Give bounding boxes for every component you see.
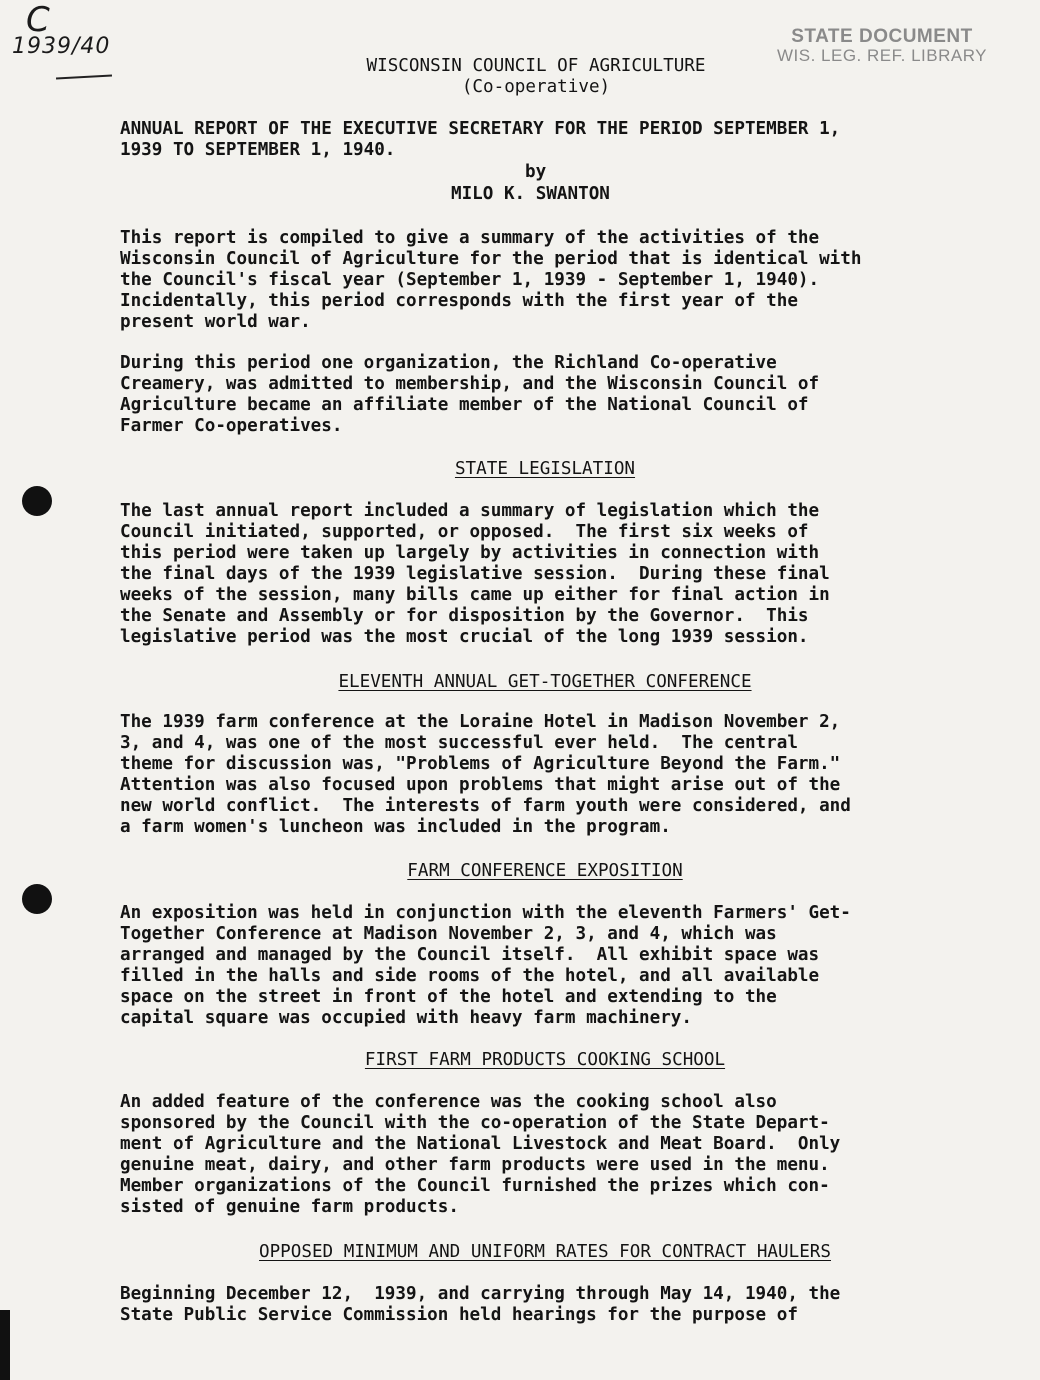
text-line: Attention was also focused upon problems that might arise out of the <box>120 775 841 795</box>
text-line: present world war. <box>120 312 311 332</box>
text-line: Wisconsin Council of Agriculture for the period that is identical with <box>120 249 862 269</box>
document-title: WISCONSIN COUNCIL OF AGRICULTURE <box>366 56 706 76</box>
stamp-line-2: WIS. LEG. REF. LIBRARY <box>776 46 988 65</box>
section-body-contract-haulers <box>120 1284 840 1326</box>
text-line: filled in the halls and side rooms of the hotel, and all available <box>120 966 820 986</box>
text-line: legislative period was the most crucial of the long 1939 session. <box>120 627 809 647</box>
text-line: sponsored by the Council with the co-operation of the State Depart- <box>120 1113 830 1133</box>
handwritten-call-letter: C <box>26 0 50 40</box>
handwritten-call-number: 1939/40 <box>12 34 111 59</box>
section-heading-state-legislation: STATE LEGISLATION <box>454 459 636 479</box>
section-body-cooking-school <box>120 1092 840 1218</box>
intro-paragraph-1 <box>120 228 861 333</box>
text-line: Creamery, was admitted to membership, and the Wisconsin Council of <box>120 374 820 394</box>
text-line: arranged and managed by the Council itself. All exhibit space was <box>120 945 820 965</box>
text-line: the Senate and Assembly or for disposition by the Governor. This <box>120 606 809 626</box>
section-body-farm-conference-exposition <box>120 903 851 1029</box>
text-line: An exposition was held in conjunction with the eleventh Farmers' Get- <box>120 903 851 923</box>
text-line: Agriculture became an affiliate member of the National Council of <box>120 395 809 415</box>
handwritten-mark <box>56 75 112 80</box>
text-line: the final days of the 1939 legislative session. During these final <box>120 564 830 584</box>
text-line: new world conflict. The interests of farm youth were considered, and <box>120 796 851 816</box>
text-line: Beginning December 12, 1939, and carrying through May 14, 1940, the <box>120 1284 841 1304</box>
punch-hole-top <box>22 486 52 516</box>
text-line: this period were taken up largely by activities in connection with <box>120 543 820 563</box>
text-line: The 1939 farm conference at the Loraine Hotel in Madison November 2, <box>120 712 841 732</box>
section-heading-get-together-conference: ELEVENTH ANNUAL GET-TOGETHER CONFERENCE <box>338 672 752 692</box>
text-line: Incidentally, this period corresponds with the first year of the <box>120 291 798 311</box>
report-title-line-2: 1939 TO SEPTEMBER 1, 1940. <box>120 140 396 160</box>
intro-paragraph-2 <box>120 353 819 437</box>
text-line: theme for discussion was, "Problems of Agriculture Beyond the Farm." <box>120 754 841 774</box>
text-line: Member organizations of the Council furnished the prizes which con- <box>120 1176 830 1196</box>
text-line: An added feature of the conference was the cooking school also <box>120 1092 777 1112</box>
text-line: weeks of the session, many bills came up either for final action in <box>120 585 830 605</box>
section-body-state-legislation <box>120 501 830 648</box>
text-line: the Council's fiscal year (September 1, 1939 - September 1, 1940). <box>120 270 820 290</box>
section-heading-farm-conference-exposition: FARM CONFERENCE EXPOSITION <box>407 861 683 881</box>
section-heading-cooking-school: FIRST FARM PRODUCTS COOKING SCHOOL <box>364 1050 726 1070</box>
text-line: ment of Agriculture and the National Livestock and Meat Board. Only <box>120 1134 841 1154</box>
text-line: sisted of genuine farm products. <box>120 1197 459 1217</box>
text-line: genuine meat, dairy, and other farm products were used in the menu. <box>120 1155 830 1175</box>
punch-hole-middle <box>22 884 52 914</box>
text-line: Farmer Co-operatives. <box>120 416 343 436</box>
section-body-get-together-conference <box>120 712 851 838</box>
text-line: space on the street in front of the hotel and extending to the <box>120 987 777 1007</box>
text-line: 3, and 4, was one of the most successful ever held. The central <box>120 733 798 753</box>
text-line: Together Conference at Madison November 2, 3, and 4, which was <box>120 924 777 944</box>
text-line: The last annual report included a summary of legislation which the <box>120 501 820 521</box>
document-subtitle: (Co-operative) <box>461 77 611 97</box>
text-line: Council initiated, supported, or opposed. The first six weeks of <box>120 522 809 542</box>
report-author: MILO K. SWANTON <box>451 184 610 204</box>
text-line: State Public Service Commission held hearings for the purpose of <box>120 1305 798 1325</box>
text-line: a farm women's luncheon was included in the program. <box>120 817 671 837</box>
page-edge-shadow <box>0 1310 10 1380</box>
text-line: During this period one organization, the Richland Co-operative <box>120 353 777 373</box>
text-line: capital square was occupied with heavy farm machinery. <box>120 1008 692 1028</box>
stamp-line-1: STATE DOCUMENT <box>791 26 973 47</box>
text-line: This report is compiled to give a summary of the activities of the <box>120 228 820 248</box>
report-title-line-1: ANNUAL REPORT OF THE EXECUTIVE SECRETARY FOR THE PERIOD SEPTEMBER 1, <box>120 119 841 139</box>
section-heading-contract-haulers: OPPOSED MINIMUM AND UNIFORM RATES FOR CONTRACT HAULERS <box>259 1242 831 1262</box>
report-by: by <box>525 162 547 182</box>
